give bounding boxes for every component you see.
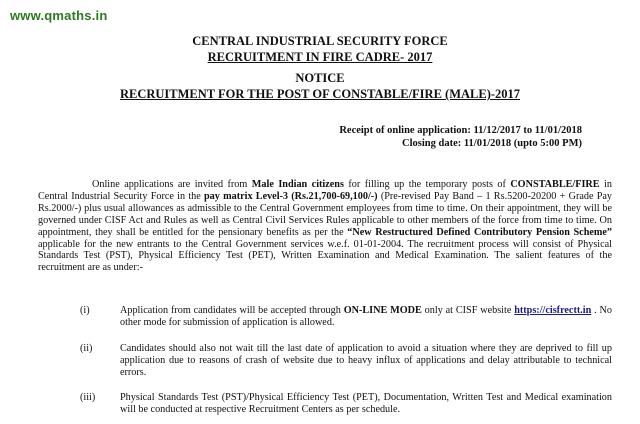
item-text: Physical Standards Test (PST)/Physical Efficiency Test (PET), Documentation, Written Test and Medical examination will be conducted at respective Recruitment Centers as per schedule. <box>120 392 612 415</box>
receipt-date: Receipt of online application: 11/12/2017 to 11/01/2018 <box>339 125 582 136</box>
item-text-2: only at CISF website <box>421 305 515 316</box>
intro-text-2: for filling up the temporary posts of <box>343 179 511 190</box>
item-text: Candidates should also not wait till the last date of application to avoid a situation where they are deprived to fill up application due to reasons of crash of website due to heavy influx of applications and delay attributable to technical errors. <box>120 343 612 378</box>
intro-bold-3: pay matrix Level-3 (Rs.21,700-69,100/-) <box>204 190 378 202</box>
list-item <box>80 392 612 416</box>
org-heading: CENTRAL INDUSTRIAL SECURITY FORCE <box>192 34 448 48</box>
notice-heading: NOTICE <box>295 71 345 85</box>
item-number: (i) <box>80 305 90 316</box>
intro-bold-4: “New Restructured Defined Contributory Pension Scheme” <box>347 226 612 238</box>
post-heading: RECRUITMENT FOR THE POST OF CONSTABLE/FIRE (MALE)-2017 <box>119 87 521 101</box>
list-item <box>80 305 612 329</box>
item-text <box>120 305 612 329</box>
intro-text-4: (Pre-revised Pay Band – 1 Rs.5200-20200 + Grade Pay Rs.2000/-) plus usual allowances as admissible to the Central Government employees from time to time. On their appointment, they will be governed under CISF Act and Rules as well as Central Civil Services Rules applicable to other members of the force from time to time. On appointment, they shall be entitled for the pensionary benefits as per the <box>38 190 612 238</box>
item-text-3: . No other mode for submission of application is allowed. <box>120 305 612 328</box>
item-bold: ON-LINE MODE <box>343 305 422 316</box>
intro-paragraph <box>38 179 612 274</box>
cisf-website-link[interactable]: https://cisfrectt.in <box>514 305 592 316</box>
list-item <box>80 343 612 379</box>
intro-text-3: in Central Industrial Security Force in the <box>38 179 612 202</box>
item-number: (iii) <box>80 392 96 403</box>
site-watermark: www.qmaths.in <box>10 8 108 23</box>
closing-date: Closing date: 11/01/2018 (upto 5:00 PM) <box>402 138 582 149</box>
item-number: (ii) <box>80 343 93 354</box>
intro-text-5: applicable for the new entrants to the Central Government services w.e.f. 01-01-2004. The recruitment process will consist of Physical Standards Test (PST), Physical Efficiency Test (PET), Written Examination and Medical Examination. The salient features of the recruitment are as under:- <box>38 238 612 274</box>
item-text-1: Application from candidates will be accepted through <box>120 305 344 316</box>
intro-bold-2: CONSTABLE/FIRE <box>510 179 600 190</box>
intro-bold-1: Male Indian citizens <box>251 179 344 190</box>
recruitment-heading: RECRUITMENT IN FIRE CADRE- 2017 <box>207 50 433 64</box>
dates-block <box>339 124 582 150</box>
intro-text-1: Online applications are invited from <box>92 179 252 190</box>
